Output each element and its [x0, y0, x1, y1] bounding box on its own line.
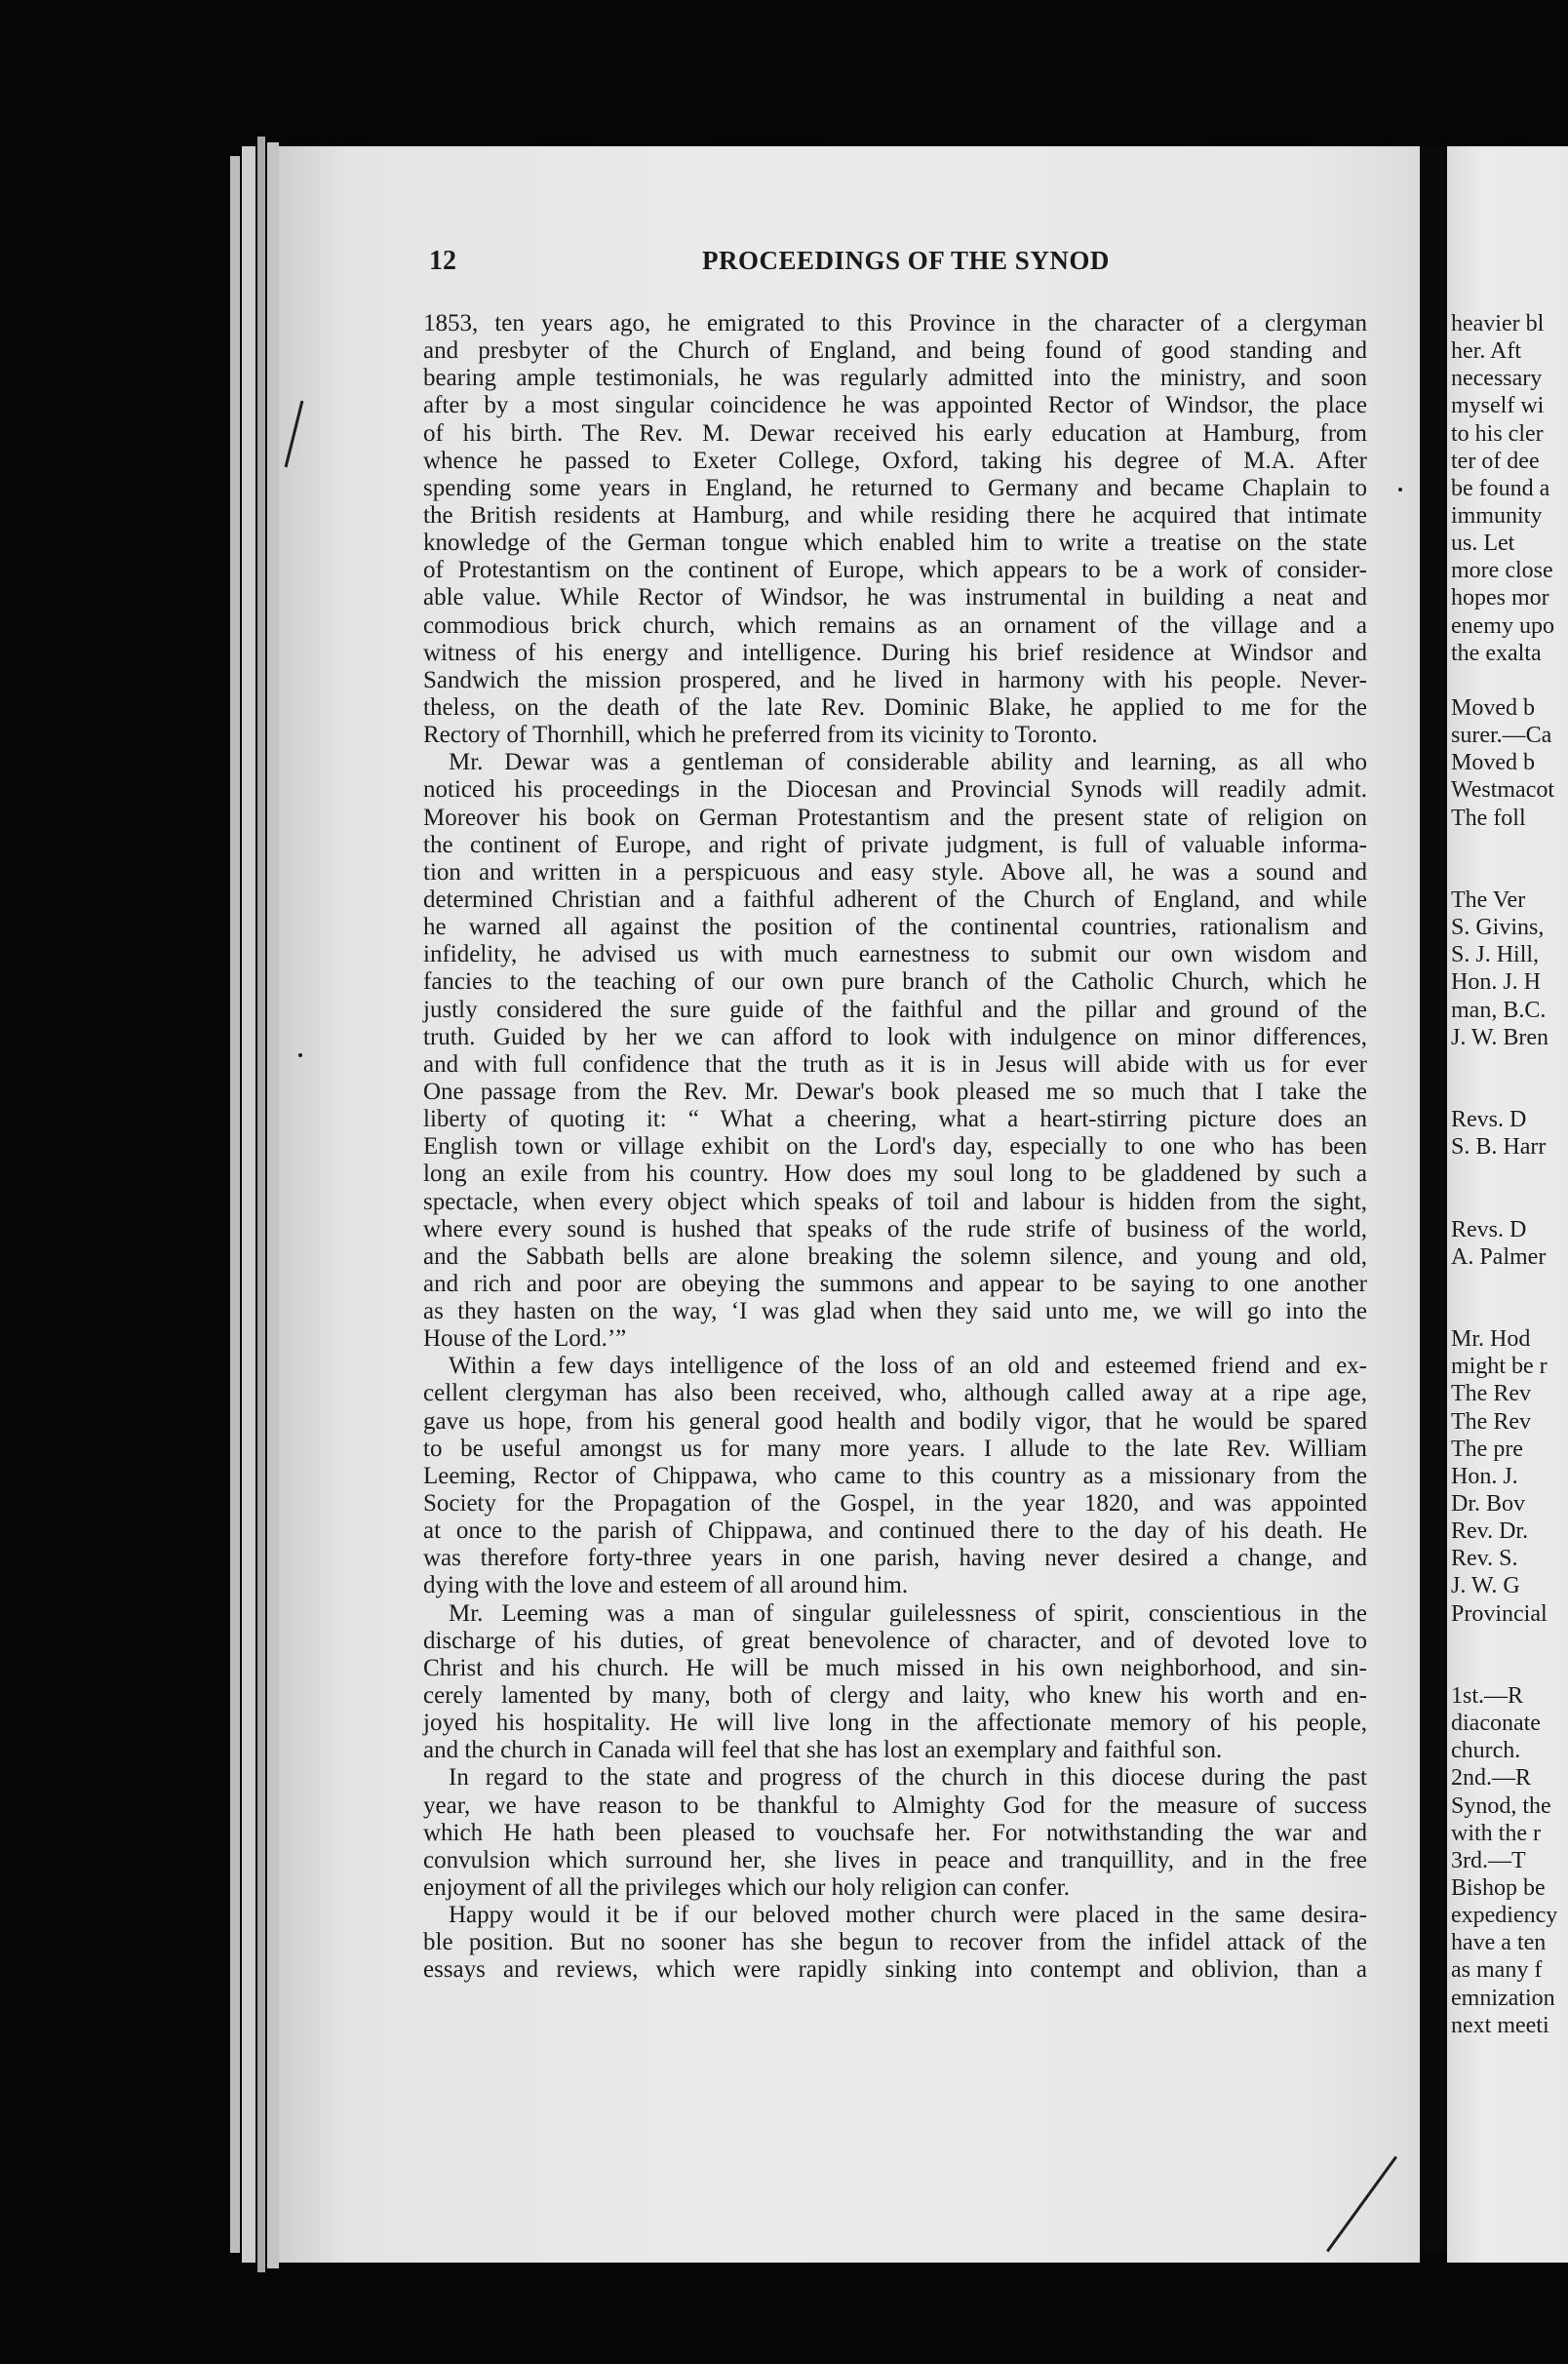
right-page-line: enemy upo: [1451, 612, 1554, 639]
text-line: enjoyment of all the privileges which our holy religion can confer.: [423, 1874, 1071, 1902]
text-line: as they hasten on the way, ‘I was glad when they said unto me, we will go into the: [423, 1298, 1367, 1325]
right-page-line: [1451, 859, 1568, 886]
text-line: was therefore forty-three years in one parish, having never desired a change, and: [423, 1545, 1367, 1572]
text-line: and rich and poor are obeying the summons and appear to be saying to one another: [423, 1270, 1367, 1297]
right-page-line: ter of dee: [1451, 448, 1540, 474]
right-page-line: 2nd.—R: [1451, 1765, 1532, 1792]
text-line: which He hath been pleased to vouchsafe her. For notwithstanding the war and: [423, 1819, 1367, 1846]
right-page-text: [1451, 310, 1568, 2039]
right-page-line: hopes mor: [1451, 585, 1549, 611]
text-line: Moreover his book on German Protestantism and the present state of religion on: [423, 804, 1367, 831]
page-number: 12: [429, 246, 456, 276]
right-page-line: [1451, 1298, 1568, 1325]
text-line: English town or village exhibit on the Lord's day, especially to one who has been: [423, 1133, 1367, 1161]
text-line: noticed his proceedings in the Diocesan and Provincial Synods will readily admit.: [423, 776, 1367, 804]
right-page-line: The Rev: [1451, 1408, 1531, 1435]
text-line: after by a most singular coincidence he was appointed Rector of Windsor, the place: [423, 392, 1367, 419]
text-line: discharge of his duties, of great benevolence of character, and of devoted love to: [423, 1627, 1367, 1654]
right-page-line: Moved b: [1451, 694, 1535, 721]
text-line: and the Sabbath bells are alone breaking the solemn silence, and young and old,: [423, 1242, 1367, 1270]
right-page-line: be found a: [1451, 475, 1550, 501]
text-line: Leeming, Rector of Chippawa, who came to this country as a missionary from the: [423, 1462, 1367, 1489]
stray-dot: [298, 1053, 302, 1057]
text-line: where every sound is hushed that speaks of the rude strife of business of the world,: [423, 1215, 1367, 1242]
right-page-line: Synod, the: [1451, 1793, 1551, 1819]
right-page-line: [1451, 1271, 1568, 1298]
right-page-line: heavier bl: [1451, 311, 1545, 336]
text-line: spectacle, when every object which speaks of toil and labour is hidden from the sight,: [423, 1188, 1367, 1215]
text-line: fancies to the teaching of our own pure branch of the Catholic Church, which he: [423, 968, 1367, 996]
right-page-line: might be r: [1451, 1354, 1548, 1380]
text-line: cellent clergyman has also been received, who, although called away at a ripe age,: [423, 1380, 1367, 1407]
text-line: he warned all against the position of the continental countries, rationalism and: [423, 914, 1367, 941]
right-page-line: Mr. Hod: [1451, 1326, 1531, 1353]
text-line: ble position. But no sooner has she begun to recover from the infidel attack of the: [423, 1929, 1367, 1956]
right-page-line: more close: [1451, 558, 1553, 584]
right-page-line: with the r: [1451, 1820, 1541, 1846]
page-edge-strip: [257, 137, 265, 2272]
text-line: Happy would it be if our beloved mother church were placed in the same desira-: [449, 1902, 1367, 1929]
right-page-line: 3rd.—T: [1451, 1847, 1526, 1873]
right-page-line: J. W. Bren: [1451, 1024, 1549, 1050]
text-line: Christ and his church. He will be much missed in his own neighborhood, and sin-: [423, 1654, 1367, 1681]
text-line: Rectory of Thornhill, which he preferred from its vicinity to Toronto.: [423, 722, 1098, 749]
page-edge-strip: [230, 156, 240, 2253]
text-line: cerely lamented by many, both of clergy and laity, who knew his worth and en-: [423, 1682, 1367, 1710]
text-line: to be useful amongst us for many more years. I allude to the late Rev. William: [423, 1435, 1367, 1462]
text-line: Within a few days intelligence of the loss of an old and esteemed friend and ex-: [449, 1353, 1367, 1380]
page-edge-strip: [242, 146, 255, 2263]
text-line: spending some years in England, he returned to Germany and became Chaplain to: [423, 474, 1367, 501]
text-line: tion and written in a perspicuous and easy style. Above all, he was a sound and: [423, 858, 1367, 886]
text-line: truth. Guided by her we can afford to look with indulgence on minor differences,: [423, 1023, 1367, 1050]
right-page-line: Dr. Bov: [1451, 1491, 1526, 1517]
right-page-line: S. Givins,: [1451, 915, 1545, 941]
text-line: witness of his energy and intelligence. During his brief residence at Windsor and: [423, 639, 1367, 666]
right-page-line: expediency: [1451, 1903, 1558, 1929]
right-page-line: Revs. D: [1451, 1216, 1527, 1242]
text-line: knowledge of the German tongue which enabled him to write a treatise on the state: [423, 530, 1367, 557]
right-page-line: Bishop be: [1451, 1875, 1546, 1902]
text-line: theless, on the death of the late Rev. Dominic Blake, he applied to me for the: [423, 693, 1367, 721]
right-page-line: The Rev: [1451, 1381, 1531, 1407]
right-page-line: [1451, 832, 1568, 859]
right-page-line: Rev. S.: [1451, 1546, 1518, 1572]
text-line: the continent of Europe, and right of private judgment, is full of valuable informa-: [423, 831, 1367, 858]
text-line: long an exile from his country. How does my soul long to be gladdened by such a: [423, 1161, 1367, 1188]
right-page-line: have a ten: [1451, 1930, 1547, 1956]
text-line: and the church in Canada will feel that she has lost an exemplary and faithful son.: [423, 1737, 1223, 1764]
text-line: convulsion which surround her, she lives in peace and tranquillity, and in the free: [423, 1846, 1367, 1873]
text-line: determined Christian and a faithful adherent of the Church of England, and while: [423, 886, 1367, 913]
text-line: essays and reviews, which were rapidly sinking into contempt and oblivion, than a: [423, 1956, 1367, 1984]
page-edge-strip: [267, 142, 279, 2268]
right-page-line: Hon. J. H: [1451, 969, 1542, 996]
right-page-line: S. J. Hill,: [1451, 942, 1540, 968]
book-gutter: [1420, 146, 1447, 2253]
text-line: and with full confidence that the truth as it is in Jesus will abide with us for ever: [423, 1050, 1367, 1078]
right-page-line: [1451, 1189, 1568, 1216]
right-page-line: church.: [1451, 1738, 1521, 1764]
right-page-line: Hon. J.: [1451, 1463, 1518, 1489]
right-page-line: Rev. Dr.: [1451, 1518, 1529, 1545]
right-page-line: Provincial: [1451, 1600, 1548, 1627]
text-line: 1853, ten years ago, he emigrated to this Province in the character of a clergyman: [423, 310, 1367, 336]
text-line: of Protestantism on the continent of Europe, which appears to be a work of consider-: [423, 557, 1367, 584]
right-page-line: surer.—Ca: [1451, 723, 1552, 749]
text-line: Mr. Leeming was a man of singular guilelessness of spirit, conscientious in the: [449, 1599, 1367, 1627]
right-page-line: [1451, 1655, 1568, 1682]
text-line: whence he passed to Exeter College, Oxford, taking his degree of M.A. After: [423, 447, 1367, 474]
right-page-line: immunity: [1451, 502, 1543, 529]
right-page-line: Revs. D: [1451, 1107, 1527, 1133]
text-line: at once to the parish of Chippawa, and continued there to the day of his death. He: [423, 1517, 1367, 1545]
text-line: justly considered the sure guide of the faithful and the pillar and ground of the: [423, 996, 1367, 1023]
text-line: bearing ample testimonials, he was regularly admitted into the ministry, and soon: [423, 365, 1367, 392]
right-page-line: her. Aft: [1451, 338, 1521, 365]
right-page-line: emnization: [1451, 1985, 1555, 2011]
text-line: commodious brick church, which remains as an ornament of the village and a: [423, 611, 1367, 639]
right-page-line: to his cler: [1451, 420, 1544, 447]
right-page-line: [1451, 1628, 1568, 1655]
text-line: joyed his hospitality. He will live long in the affectionate memory of his people,: [423, 1710, 1367, 1737]
text-line: Sandwich the mission prospered, and he lived in harmony with his people. Never-: [423, 666, 1367, 693]
right-page-line: diaconate: [1451, 1711, 1541, 1737]
text-line: liberty of quoting it: “ What a cheering, what a heart-stirring picture does an: [423, 1106, 1367, 1133]
text-line: Society for the Propagation of the Gospel, in the year 1820, and was appointed: [423, 1490, 1367, 1517]
right-page-line: next meeti: [1451, 2012, 1549, 2038]
right-page-line: S. B. Harr: [1451, 1134, 1547, 1161]
right-page-line: The Ver: [1451, 886, 1526, 913]
right-page-line: [1451, 1051, 1568, 1079]
text-line: In regard to the state and progress of the church in this diocese during the past: [449, 1764, 1367, 1792]
text-line: Mr. Dewar was a gentleman of considerable ability and learning, as all who: [449, 749, 1367, 776]
body-text: [423, 310, 1367, 1985]
right-page-line: the exalta: [1451, 640, 1542, 666]
text-line: gave us hope, from his general good health and bodily vigor, that he would be spared: [423, 1407, 1367, 1435]
right-page-line: [1451, 1079, 1568, 1106]
running-head: PROCEEDINGS OF THE SYNOD: [702, 246, 1110, 275]
right-page-line: A. Palmer: [1451, 1243, 1547, 1270]
text-line: able value. While Rector of Windsor, he was instrumental in building a neat and: [423, 584, 1367, 611]
text-line: the British residents at Hamburg, and while residing there he acquired that intimate: [423, 501, 1367, 529]
text-line: House of the Lord.’”: [423, 1325, 627, 1353]
stray-dot: [1398, 488, 1402, 492]
right-page-line: Westmacot: [1451, 777, 1555, 804]
text-line: dying with the love and esteem of all around him.: [423, 1572, 909, 1599]
right-page-line: [1451, 667, 1568, 694]
right-page-line: Moved b: [1451, 750, 1535, 776]
text-line: One passage from the Rev. Mr. Dewar's book pleased me so much that I take the: [423, 1078, 1367, 1105]
right-page-line: us. Let: [1451, 531, 1515, 557]
text-line: of his birth. The Rev. M. Dewar received his early education at Hamburg, from: [423, 419, 1367, 447]
right-page-line: man, B.C.: [1451, 997, 1547, 1023]
right-page-line: J. W. G: [1451, 1573, 1520, 1599]
right-page-line: myself wi: [1451, 393, 1545, 419]
right-page-line: 1st.—R: [1451, 1683, 1524, 1710]
right-page-line: The foll: [1451, 805, 1526, 831]
right-page-line: necessary: [1451, 366, 1543, 392]
text-line: year, we have reason to be thankful to Almighty God for the measure of success: [423, 1792, 1367, 1819]
text-line: and presbyter of the Church of England, and being found of good standing and: [423, 337, 1367, 365]
right-page-line: as many f: [1451, 1957, 1543, 1984]
right-page-line: [1451, 1161, 1568, 1188]
right-page-line: The pre: [1451, 1436, 1523, 1462]
text-line: infidelity, he advised us with much earnestness to submit our own wisdom and: [423, 941, 1367, 968]
